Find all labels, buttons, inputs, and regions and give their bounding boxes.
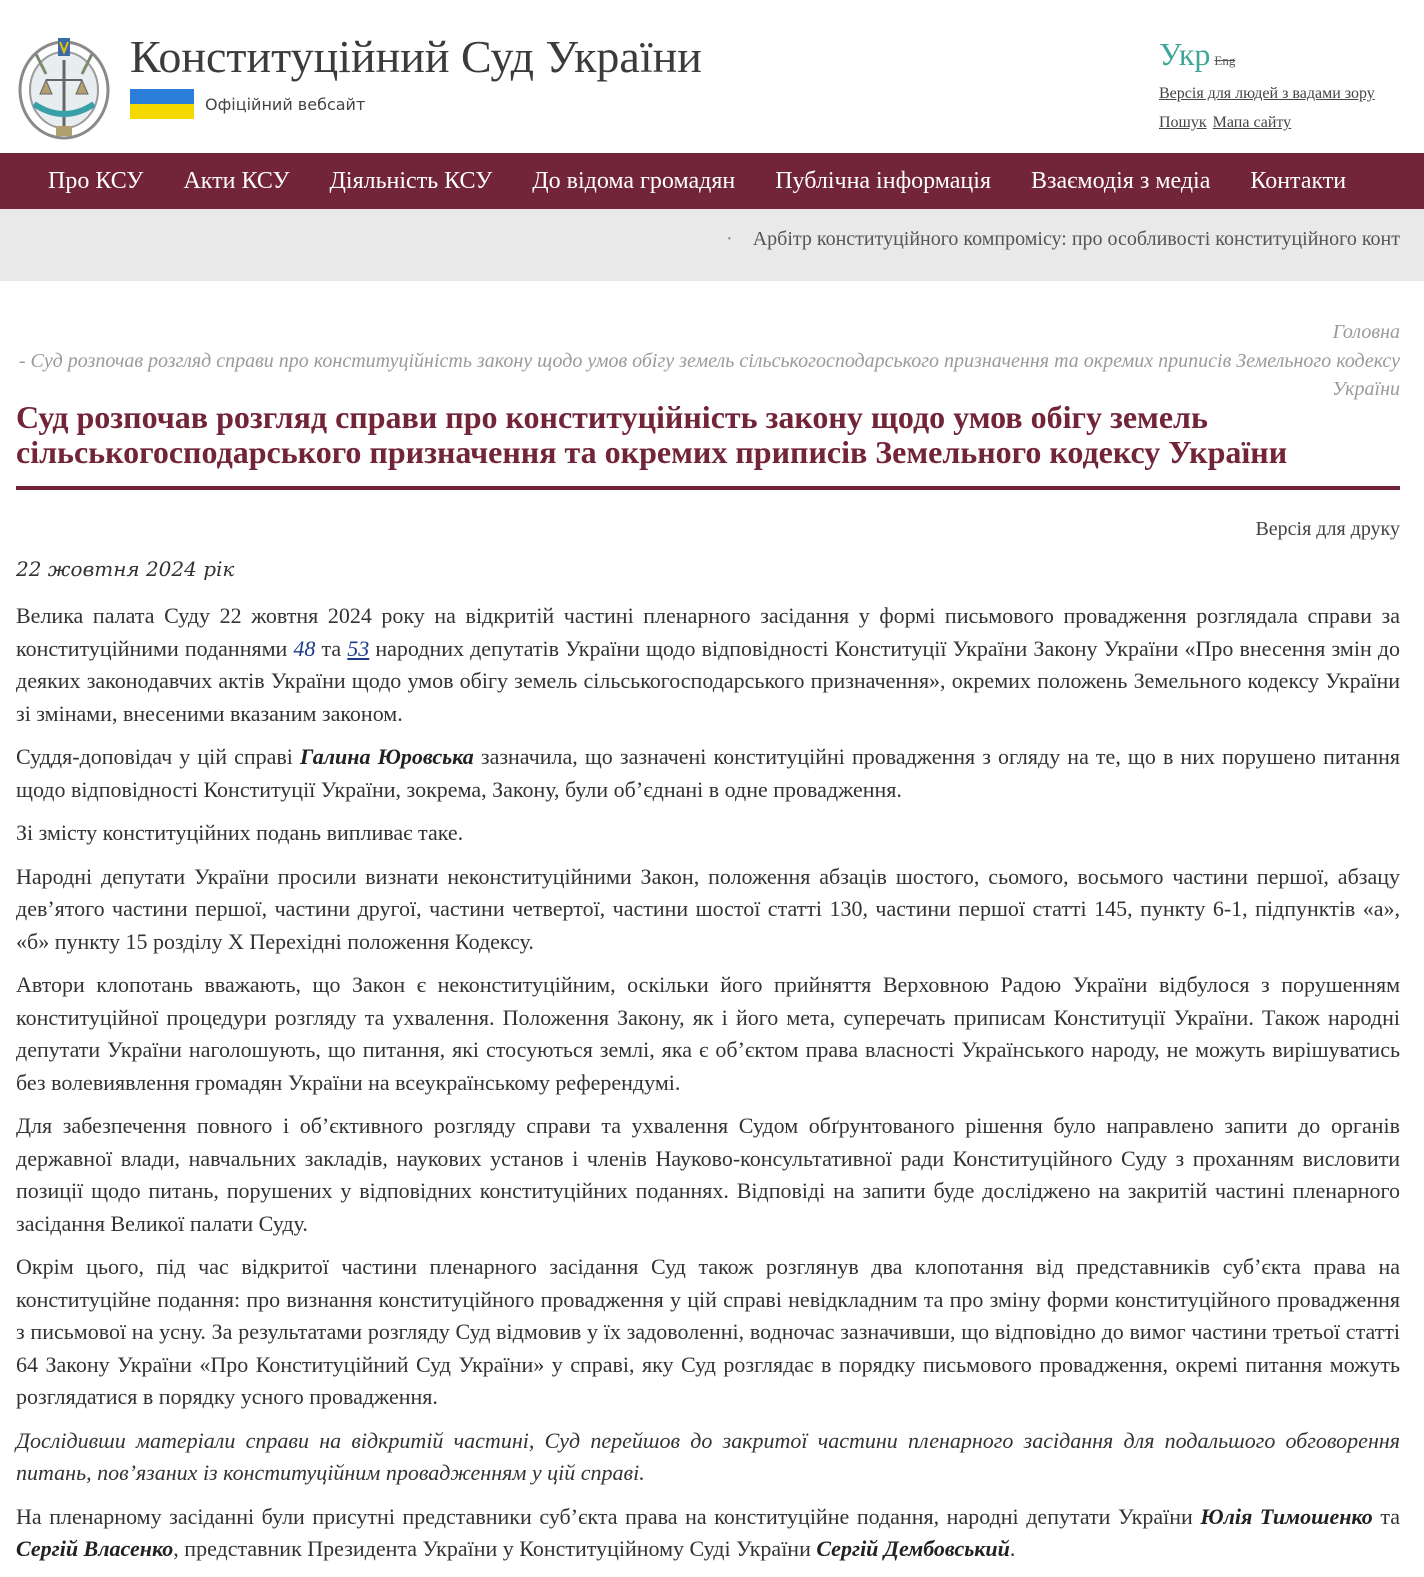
search-link[interactable]: Пошук	[1159, 114, 1207, 131]
nav-item-citizens[interactable]: До відома громадян	[532, 167, 736, 194]
nav-item-activity[interactable]: Діяльність КСУ	[329, 167, 493, 194]
court-emblem-icon[interactable]	[16, 34, 112, 142]
participant-name: Сергій Власенко	[16, 1536, 174, 1561]
breadcrumb	[16, 318, 1400, 404]
judge-name: Галина Юровська	[300, 744, 474, 769]
lang-eng-link[interactable]: Eng	[1214, 53, 1236, 68]
main-nav	[0, 153, 1424, 209]
nav-item-media[interactable]: Взаємодія з медіа	[1030, 167, 1211, 194]
nav-item-about[interactable]: Про КСУ	[48, 167, 144, 194]
ukraine-flag-icon	[130, 89, 194, 119]
article-paragraph: Окрім цього, під час відкритої частини пленарного засідання Суд також розглянув два клопотання від представників суб’єкта права на конституційне подання: про визнання конституційного провадження у цій справі невідкладним та про зміну форми конституційного провадження з письмової на усну. За результатами розгляду Суд відмовив у їх задоволенні, водночас зазначивши, що відповідно до вимог частини третьої статті 64 Закону України «Про Конституційний Суд України» у справі, яку Суд розглядає в порядку письмового провадження, окремі питання можуть розглядатися в порядку усного провадження.	[16, 1254, 1400, 1409]
article-paragraph: Велика палата Суду 22 жовтня 2024 року на відкритій частині пленарного засідання у формі письмового провадження розглядала справи за конституційними поданнями 48 та 53 народних депутатів України щодо відповідності Конституції України Закону України «Про внесення змін до деяких законодавчих актів України щодо умов обігу земель сільськогосподарського призначення», окремих положень Земельного кодексу України зі змінами, внесеними вказаним законом.	[16, 603, 1401, 726]
site-header	[0, 0, 1424, 153]
breadcrumb-separator: -	[18, 349, 31, 372]
article-paragraph: На пленарному засіданні були присутні представники суб’єкта права на конституційне подання, народні депутати України Юлія Тимошенко та Сергій Власенко, представник Президента України у Конституційному Суді України Сергій Дембовський.	[16, 1503, 1400, 1561]
nav-item-public-info[interactable]: Публічна інформація	[775, 167, 991, 194]
title-divider	[16, 486, 1400, 490]
article-paragraph: Автори клопотань вважають, що Закон є неконституційним, оскільки його прийняття Верховною Радою України відбулося з порушенням конституційної процедури розгляду та ухвалення. Положення Закону, як і його мета, суперечать приписам Конституції України. Також народні депутати України наголошують, що питання, які стосуються землі, яка є об’єктом права власності Українського народу, не можуть вирішуватись без волевиявлення громадян України на всеукраїнському референдумі.	[16, 972, 1400, 1095]
lang-ukr-link[interactable]: Укр	[1159, 36, 1211, 72]
ticker-bullet: ·	[726, 228, 733, 250]
article-paragraph: Зі змісту конституційних подань випливає таке.	[16, 820, 464, 845]
submission-48-link[interactable]: 48	[293, 635, 316, 661]
article-date: 22 жовтня 2024 рік	[16, 557, 235, 581]
article-paragraph: Дослідивши матеріали справи на відкритій частині, Суд перейшов до закритої частини пленарного засідання для подальшого обговорення питань, пов’язаних із конституційним провадженням у цій справі.	[16, 1427, 1400, 1485]
article-paragraph: Суддя-доповідач у цій справі Галина Юровська зазначила, що зазначені конституційні провадження з огляду на те, що в них порушено питання щодо відповідності Конституції України, зокрема, Закону, були об’єднані в одне провадження.	[16, 744, 1400, 802]
submission-53-link[interactable]: 53	[347, 635, 370, 661]
site-title[interactable]: Конституційний Суд України	[130, 31, 702, 82]
article-body	[16, 600, 1400, 1577]
language-switcher	[1159, 36, 1235, 73]
print-version-link[interactable]: Версія для друку	[1255, 518, 1400, 540]
site-subtitle: Офіційний вебсайт	[205, 95, 366, 114]
page-title: Суд розпочав розгляд справи про конституційність закону щодо умов обігу земель сільськогосподарського призначення та окремих приписів Земельного кодексу України	[16, 399, 1288, 470]
breadcrumb-current: Суд розпочав розгляд справи про конституційність закону щодо умов обігу земель сільськогосподарського призначення та окремих приписів Земельного кодексу України	[30, 349, 1400, 400]
sitemap-link[interactable]: Мапа сайту	[1212, 114, 1292, 131]
utility-links	[1159, 114, 1297, 132]
nav-item-contacts[interactable]: Контакти	[1250, 167, 1347, 194]
low-vision-version-link[interactable]: Версія для людей з вадами зору	[1159, 85, 1375, 102]
ticker-link[interactable]: Арбітр конституційного компромісу: про особливості конституційного конт	[752, 228, 1400, 250]
news-ticker	[0, 209, 1424, 281]
nav-item-acts[interactable]: Акти КСУ	[183, 167, 290, 194]
participant-name: Юлія Тимошенко	[1200, 1503, 1373, 1529]
participant-name: Сергій Дембовський	[816, 1536, 1010, 1561]
breadcrumb-home[interactable]: Головна	[1332, 321, 1400, 343]
article-paragraph: Для забезпечення повного і об’єктивного розгляду справи та ухвалення Судом обґрунтованого рішення було направлено запити до органів державної влади, навчальних закладів, наукових установ і членів Науково-консультативної ради Конституційного Суду з проханням висловити позиції щодо питань, порушених у відповідних конституційних поданнях. Відповіді на запити буде досліджено на закритій частині пленарного засідання Великої палати Суду.	[16, 1113, 1400, 1236]
article-paragraph: Народні депутати України просили визнати неконституційними Закон, положення абзаців шостого, сьомого, восьмого частини першої, абзацу дев’ятого частини першої, частини другої, частини четвертої, частини шостої статті 130, частини першої статті 145, пункту 6-1, підпунктів «а», «б» пункту 15 розділу X Перехідні положення Кодексу.	[16, 863, 1400, 954]
